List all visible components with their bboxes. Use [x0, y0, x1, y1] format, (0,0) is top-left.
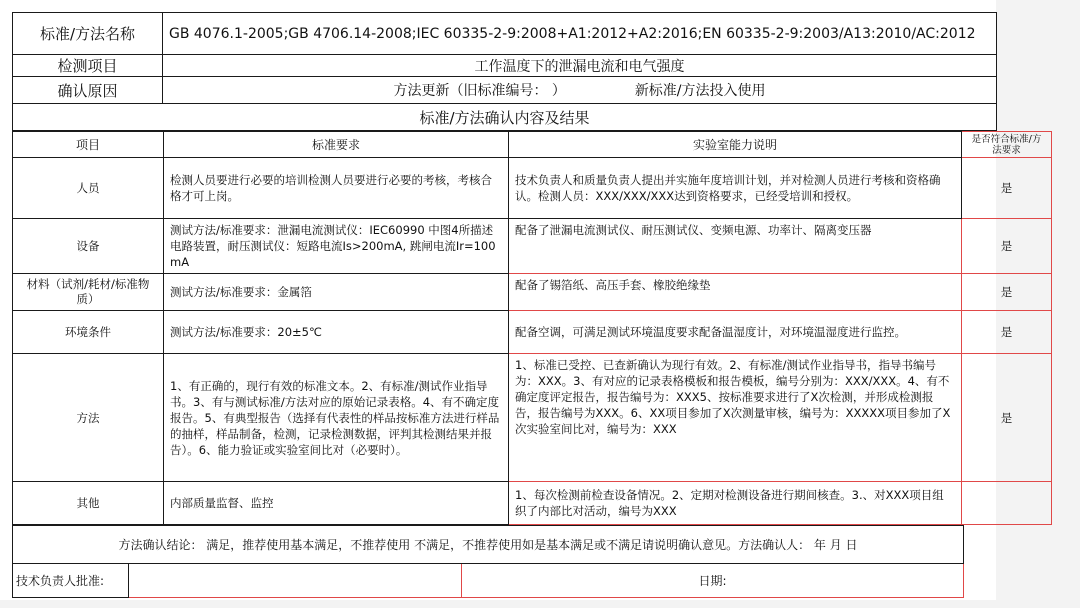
row-item: 材料（试剂/耗材/标准物质）	[13, 274, 164, 311]
approval-label: 技术负责人批准:	[13, 564, 129, 598]
row-item: 环境条件	[13, 311, 164, 354]
section-title: 标准/方法确认内容及结果	[13, 104, 997, 131]
row-conform: 是	[962, 354, 1052, 482]
table-row	[13, 219, 1052, 274]
method-name-label: 标准/方法名称	[13, 13, 163, 55]
row-conform	[962, 482, 1052, 525]
row-conform: 是	[962, 274, 1052, 311]
table-row	[13, 274, 1052, 311]
test-item-label: 检测项目	[13, 55, 163, 77]
row-conform: 是	[962, 311, 1052, 354]
header-capability: 实验室能力说明	[509, 132, 962, 158]
row-capability: 技术负责人和质量负责人提出并实施年度培训计划，并对检测人员进行考核和资格确认。检测人员：XXX/XXX/XXX达到资格要求，已经受培训和授权。	[509, 158, 962, 219]
page-edge-bottom	[0, 600, 1080, 608]
row-requirement: 测试方法/标准要求：金属箔	[164, 274, 509, 311]
header-item: 项目	[13, 132, 164, 158]
row-capability: 配备了泄漏电流测试仪、耐压测试仪、变频电源、功率计、隔离变压器	[509, 219, 962, 274]
table-row	[13, 311, 1052, 354]
confirmation-table	[12, 131, 1052, 525]
reason-value-old: 方法更新（旧标准编号： ）	[393, 83, 566, 99]
row-requirement: 测试方法/标准要求：20±5℃	[164, 311, 509, 354]
test-item-value: 工作温度下的泄漏电流和电气强度	[163, 55, 997, 77]
row-requirement: 内部质量监督、监控	[164, 482, 509, 525]
approval-signature-field	[129, 564, 462, 598]
row-capability: 1、标准已受控、已查新确认为现行有效。2、有标准/测试作业指导书，指导书编号为：XXX。3、有对应的记录表格模板和报告模板，编号分别为：XXX/XXX。4、有不确定度评定报告，报告编号为：XXX5、按标准要求进行了X次检测，并形成检测报告，报告编号为XXX。6、XX项目参加了X次测量审核，编号为：XXXXX项目参加了X次实验室间比对，编号为：XXX	[509, 354, 962, 482]
reason-label: 确认原因	[13, 77, 163, 104]
row-item: 其他	[13, 482, 164, 525]
conclusion-text: 方法确认结论： 满足，推荐使用基本满足，不推荐使用 不满足，不推荐使用如是基本满足或不满足请说明确认意见。方法确认人： 年 月 日	[13, 526, 964, 564]
row-item: 设备	[13, 219, 164, 274]
row-conform: 是	[962, 219, 1052, 274]
header-requirement: 标准要求	[164, 132, 509, 158]
reason-value	[163, 77, 997, 104]
row-capability: 配备了锡箔纸、高压手套、橡胶绝缘垫	[509, 274, 962, 311]
row-item: 方法	[13, 354, 164, 482]
date-label: 日期:	[462, 564, 964, 598]
row-capability: 1、每次检测前检查设备情况。2、定期对检测设备进行期间核查。3.、对XXX项目组织了内部比对活动，编号为XXX	[509, 482, 962, 525]
table-row	[13, 354, 1052, 482]
row-conform: 是	[962, 158, 1052, 219]
row-item: 人员	[13, 158, 164, 219]
reason-value-new: 新标准/方法投入使用	[634, 83, 766, 99]
table-row	[13, 158, 1052, 219]
table-row	[13, 482, 1052, 525]
row-capability: 配备空调，可满足测试环境温度要求配备温湿度计，对环境温湿度进行监控。	[509, 311, 962, 354]
method-name-value: GB 4076.1-2005;GB 4706.14-2008;IEC 60335-2-9:2008+A1:2012+A2:2016;EN 60335-2-9:2003/A13:2010/AC:2012	[163, 13, 997, 55]
footer-table	[12, 525, 964, 598]
row-requirement: 1、有正确的，现行有效的标准文本。2、有标准/测试作业指导书。3、有与测试标准/方法对应的原始记录表格。4、有不确定度报告。5、有典型报告（选择有代表性的样品按标准方法进行样品的抽样，样品制备，检测，记录检测数据，评判其检测结果并报告）。6、能力验证或实验室间比对（必要时）。	[164, 354, 509, 482]
header-table	[12, 12, 997, 131]
row-requirement: 测试方法/标准要求：泄漏电流测试仪：IEC60990 中图4所描述电路装置，耐压测试仪：短路电流Is>200mA, 跳闸电流Ir=100 mA	[164, 219, 509, 274]
header-conform: 是否符合标准/方法要求	[962, 132, 1052, 158]
row-requirement: 检测人员要进行必要的培训检测人员要进行必要的考核，考核合格才可上岗。	[164, 158, 509, 219]
